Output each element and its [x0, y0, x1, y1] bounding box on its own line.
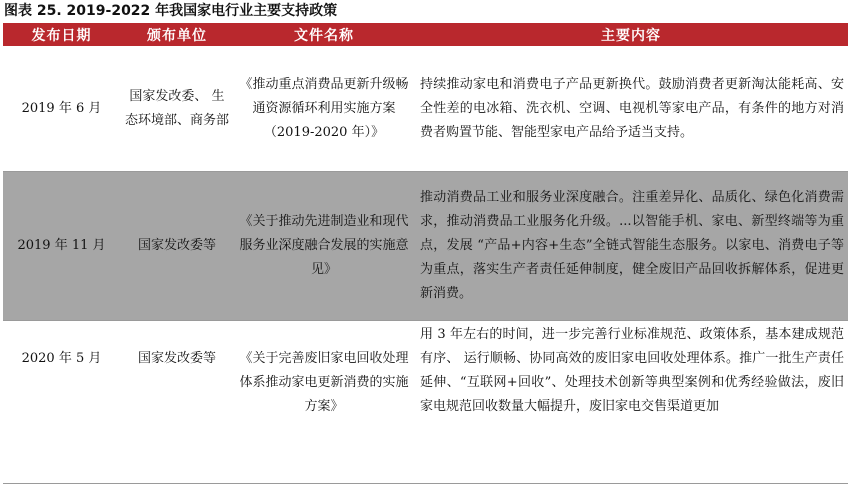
header-document: 文件名称: [234, 23, 414, 46]
header-date: 发布日期: [3, 23, 120, 46]
cell-date: 2019 年 11 月: [3, 172, 120, 321]
policy-table: [3, 23, 848, 484]
header-content: 主要内容: [414, 23, 848, 46]
cell-content: 持续推动家电和消费电子产品更新换代。鼓励消费者更新淘汰能耗高、安全性差的电冰箱、洗衣机、空调、电视机等家电产品，有条件的地方对消费者购置节能、智能型家电产品给予适当支持。: [414, 46, 848, 172]
cell-content: [414, 321, 848, 484]
cell-content-text: 用 3 年左右的时间，进一步完善行业标准规范、政策体系，基本建成规范有序、 运行顺畅、协同高效的废旧家电回收处理体系。推广一批生产责任延伸、“互联网+回收”、处理技术创新等典型案例和优秀经验做法，废旧家电规范回收数量大幅提升，废旧家电交售渠道更加: [420, 327, 844, 414]
table-row: [3, 46, 848, 172]
table-row: [3, 321, 848, 484]
cell-issuer: 国家发改委、 生态环境部、商务部: [120, 46, 234, 172]
cell-date: 2020 年 5 月: [3, 321, 120, 484]
cell-content: 推动消费品工业和服务业深度融合。注重差异化、品质化、绿色化消费需求，推动消费品工业服务化升级。...以智能手机、家电、新型终端等为重点，发展 “产品+内容+生态”全链式智能生态服务。以家电、消费电子等为重点，落实生产者责任延伸制度，健全废旧产品回收拆解体系，促进更新消费。: [414, 172, 848, 321]
table-caption: 图表 25. 2019-2022 年我国家电行业主要支持政策: [4, 3, 338, 19]
cell-document: 《关于推动先进制造业和现代服务业深度融合发展的实施意见》: [234, 172, 414, 321]
cell-document: 《推动重点消费品更新升级畅通资源循环利用实施方案（2019-2020 年）》: [234, 46, 414, 172]
cell-issuer: 国家发改委等: [120, 172, 234, 321]
table-row: [3, 172, 848, 321]
table-header-row: [3, 23, 848, 46]
cell-issuer: 国家发改委等: [120, 321, 234, 484]
cell-date: 2019 年 6 月: [3, 46, 120, 172]
header-issuer: 颁布单位: [120, 23, 234, 46]
cell-document: 《关于完善废旧家电回收处理体系推动家电更新消费的实施方案》: [234, 321, 414, 484]
